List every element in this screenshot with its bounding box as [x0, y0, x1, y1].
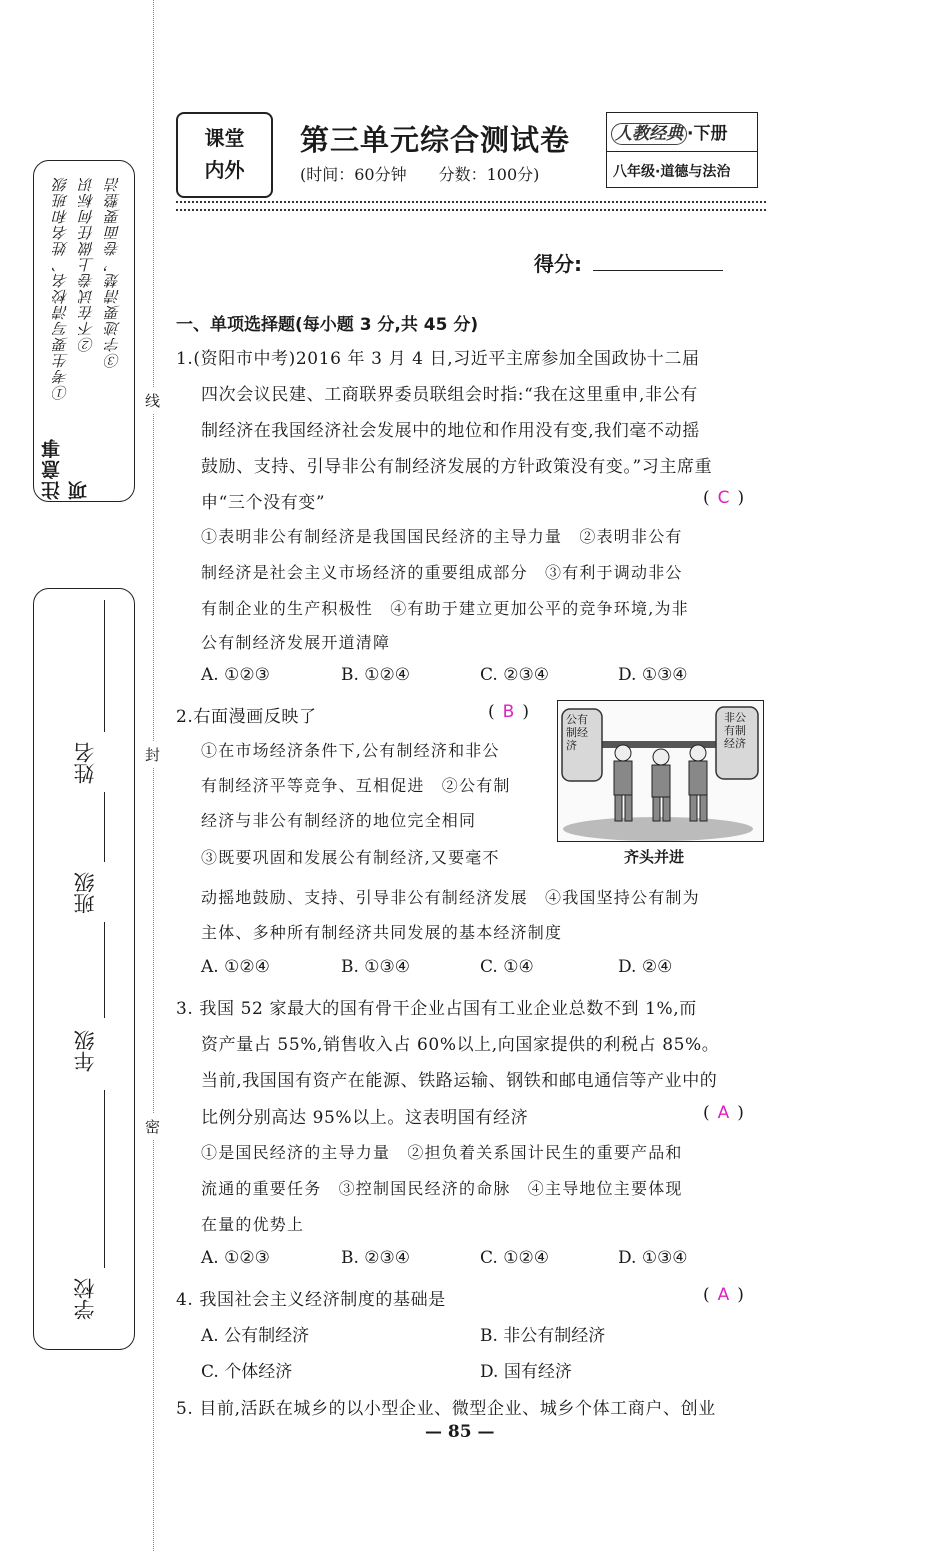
q2-stem: 2.右面漫画反映了 — [176, 707, 317, 727]
q1-answer[interactable]: ( C ) — [703, 488, 745, 508]
q1-choice-d[interactable]: D. ①③④ — [618, 665, 688, 685]
q4-choice-a[interactable]: A. 公有制经济 — [201, 1326, 310, 1346]
q4-choice-b[interactable]: B. 非公有制经济 — [480, 1326, 606, 1346]
q2-choice-d[interactable]: D. ②④ — [618, 957, 673, 977]
q2-answer[interactable]: ( B ) — [488, 702, 529, 722]
notice-line-3: ③字迹要清楚，卷面要整洁 — [104, 176, 122, 368]
header-divider — [176, 201, 766, 211]
q4-choice-d[interactable]: D. 国有经济 — [480, 1362, 572, 1382]
q1-line-2: 四次会议民建、工商联界委员联组会时指:“我在这里重申,非公有 — [201, 385, 698, 405]
q4-choice-c[interactable]: C. 个体经济 — [201, 1362, 293, 1382]
q3-line-2: 资产量占 55%,销售收入占 60%以上,向国家提供的利税占 85%。 — [201, 1035, 720, 1055]
grade-label: 年级 — [73, 1030, 97, 1072]
q3-choice-a[interactable]: A. ①②③ — [201, 1248, 270, 1268]
badge-top — [611, 119, 727, 144]
q1-line-5: 申“三个没有变” — [201, 493, 326, 513]
q1-option-line-2: 制经济是社会主义市场经济的重要组成部分 ③有利于调动非公 — [201, 563, 683, 582]
school-label: 学校 — [73, 1278, 97, 1320]
binding-mark-xian: 线 — [145, 388, 160, 413]
q1-line-4: 鼓励、支持、引导非公有制经济发展的方针政策没有变。”习主席重 — [201, 457, 713, 477]
q1-line-3: 制经济在我国经济社会发展中的地位和作用没有变,我们毫不动摇 — [201, 421, 700, 441]
notice-line-2: ②不在试卷上做任何标识 — [78, 176, 96, 352]
q5-stem: 5. 目前,活跃在城乡的以小型企业、微型企业、城乡个体工商户、创业 — [176, 1399, 716, 1419]
page-subtitle: (时间：60分钟 分数：100分) — [300, 165, 540, 184]
q1-choice-a[interactable]: A. ①②③ — [201, 665, 270, 685]
badge-series: 人教经典 — [611, 123, 687, 145]
q3-line-4: 比例分别高达 95%以上。这表明国有经济 — [201, 1108, 529, 1128]
score-field[interactable] — [593, 270, 723, 271]
q3-option-line-2: 流通的重要任务 ③控制国民经济的命脉 ④主导地位主要体现 — [201, 1179, 683, 1198]
q3-option-line-1: ①是国民经济的主导力量 ②担负着关系国计民生的重要产品和 — [201, 1143, 683, 1162]
q1-option-line-4: 公有制经济发展开道清障 — [201, 633, 391, 652]
q3-option-line-3: 在量的优势上 — [201, 1215, 305, 1234]
q3-answer-value: A — [717, 1103, 730, 1123]
student-info-box — [33, 588, 135, 1350]
section-title: 一、单项选择题(每小题 3 分,共 45 分) — [176, 315, 479, 335]
logo — [176, 112, 273, 198]
q3-choice-d[interactable]: D. ①③④ — [618, 1248, 688, 1268]
q2-option-line-3: 经济与非公有制经济的地位完全相同 — [201, 811, 477, 830]
q2-option-line-5: 动摇地鼓励、支持、引导非公有制经济发展 ④我国坚持公有制为 — [201, 888, 700, 907]
q3-choice-c[interactable]: C. ①②④ — [480, 1248, 549, 1268]
name-label: 姓名 — [73, 742, 97, 784]
q3-answer[interactable]: ( A ) — [703, 1103, 744, 1123]
badge-subject: 八年级·道德与法治 — [613, 164, 731, 180]
q1-line-1: 1.(资阳市中考)2016 年 3 月 4 日,习近平主席参加全国政协十二届 — [176, 349, 700, 369]
q2-option-line-1: ①在市场经济条件下,公有制经济和非公 — [201, 741, 500, 760]
binding-mark-mi: 密 — [145, 1114, 160, 1139]
badge-divider — [607, 151, 757, 152]
logo-top: 课堂 — [204, 126, 245, 150]
q4-answer-value: A — [717, 1285, 730, 1305]
cartoon-image — [557, 700, 764, 842]
grade-field[interactable] — [104, 922, 105, 1018]
notice-title: 注意事项 — [41, 437, 90, 500]
q2-choice-c[interactable]: C. ①④ — [480, 957, 534, 977]
class-field[interactable] — [104, 792, 105, 862]
q1-answer-value: C — [717, 488, 730, 508]
q2-choice-b[interactable]: B. ①③④ — [341, 957, 411, 977]
weightlifting-cartoon — [558, 701, 763, 841]
logo-bottom: 内外 — [204, 158, 245, 182]
q4-stem: 4. 我国社会主义经济制度的基础是 — [176, 1290, 446, 1310]
q2-choice-a[interactable]: A. ①②④ — [201, 957, 270, 977]
q3-choice-b[interactable]: B. ②③④ — [341, 1248, 411, 1268]
binding-dotted-line — [153, 0, 154, 1551]
notice-line-1: ①考生要写清校名、姓名和班级 — [52, 176, 70, 400]
school-field[interactable] — [104, 1090, 105, 1268]
q1-option-line-3: 有制企业的生产积极性 ④有助于建立更加公平的竞争环境,为非 — [201, 599, 689, 618]
q2-answer-value: B — [502, 702, 515, 722]
score-label: 得分: — [534, 252, 582, 276]
cartoon-right-label: 非公有制经济 — [724, 711, 746, 750]
badge-volume: ·下册 — [687, 124, 728, 144]
page-number: — 85 — — [425, 1422, 495, 1442]
q2-option-line-2: 有制经济平等竞争、互相促进 ②公有制 — [201, 776, 511, 795]
q1-option-line-1: ①表明非公有制经济是我国国民经济的主导力量 ②表明非公有 — [201, 527, 683, 546]
q2-option-line-4: ③既要巩固和发展公有制经济,又要毫不 — [201, 848, 500, 867]
q1-choice-b[interactable]: B. ①②④ — [341, 665, 411, 685]
class-label: 班级 — [73, 872, 97, 914]
cartoon-left-label: 公有制经济 — [566, 713, 588, 752]
q1-choice-c[interactable]: C. ②③④ — [480, 665, 549, 685]
series-badge — [606, 112, 758, 188]
q2-option-line-6: 主体、多种所有制经济共同发展的基本经济制度 — [201, 923, 563, 942]
q4-answer[interactable]: ( A ) — [703, 1285, 744, 1305]
binding-mark-feng: 封 — [145, 742, 160, 767]
name-field[interactable] — [104, 600, 105, 732]
page-title: 第三单元综合测试卷 — [300, 123, 571, 157]
q3-line-1: 3. 我国 52 家最大的国有骨干企业占国有工业企业总数不到 1%,而 — [176, 999, 697, 1019]
q3-line-3: 当前,我国国有资产在能源、铁路运输、钢铁和邮电通信等产业中的 — [201, 1071, 718, 1091]
cartoon-caption: 齐头并进 — [624, 848, 685, 866]
